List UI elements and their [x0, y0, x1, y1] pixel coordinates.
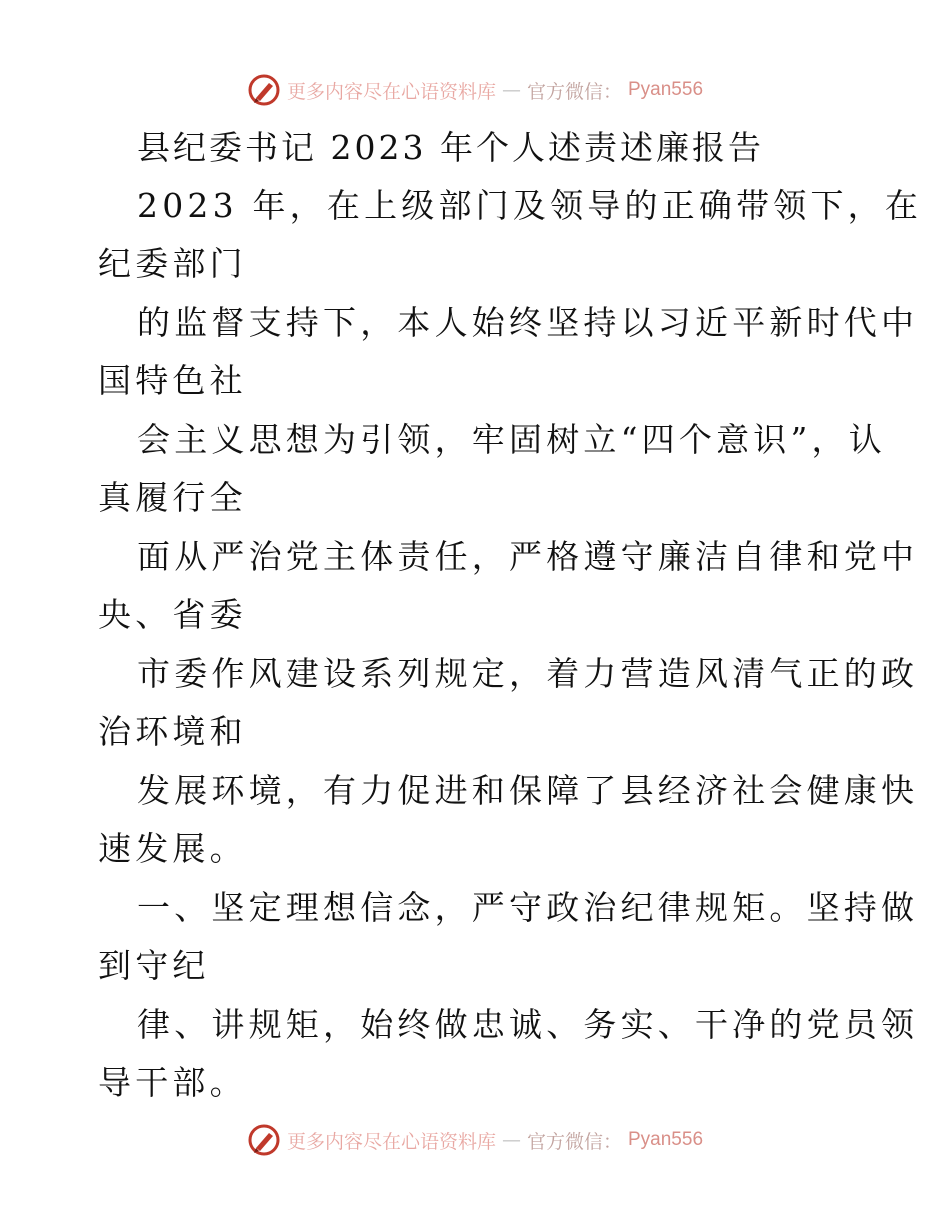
banner-text: 更多内容尽在心语资料库: [286, 1130, 496, 1153]
paragraph-line: 纪委部门: [98, 244, 247, 283]
banner-separator: —: [501, 79, 521, 101]
paragraph-line: 市委作风建设系列规定，着力营造风清气正的政: [137, 654, 919, 693]
paragraph-line: 速发展。: [98, 829, 247, 868]
paragraph-line: 导干部。: [98, 1063, 247, 1102]
paragraph-line: 到守纪: [98, 946, 210, 985]
paragraph-line: 的监督支持下，本人始终坚持以习近平新时代中: [137, 303, 919, 342]
paragraph-line: 治环境和: [98, 712, 247, 751]
paragraph-line: 国特色社: [98, 361, 247, 400]
paragraph-line: 律、讲规矩，始终做忠诚、务实、干净的党员领: [137, 1005, 919, 1044]
paragraph-line: 发展环境，有力促进和保障了县经济社会健康快: [137, 771, 919, 810]
section-heading-line: 一、坚定理想信念，严守政治纪律规矩。坚持做: [137, 888, 919, 927]
document-title: 县纪委书记 2023 年个人述责述廉报告: [137, 128, 764, 167]
banner-text: 更多内容尽在心语资料库: [286, 80, 496, 103]
paragraph-line: 面从严治党主体责任，严格遵守廉洁自律和党中: [137, 537, 919, 576]
paragraph-line: 会主义思想为引领，牢固树立“四个意识”，认: [137, 420, 886, 459]
paragraph-line: 2023 年，在上级部门及领导的正确带领下，在: [137, 186, 923, 225]
banner-wechat-id: Pyan556: [628, 79, 704, 100]
header-watermark-banner: [0, 70, 950, 110]
paragraph-line: 央、省委: [98, 595, 247, 634]
footer-watermark-banner: [0, 1120, 950, 1160]
banner-wechat-id: Pyan556: [628, 1129, 704, 1150]
banner-label: 官方微信：: [526, 1130, 622, 1153]
banner-separator: —: [501, 1129, 521, 1151]
paragraph-line: 真履行全: [98, 478, 247, 517]
pen-logo-icon: [247, 1123, 281, 1157]
banner-label: 官方微信：: [526, 80, 622, 103]
pen-logo-icon: [247, 73, 281, 107]
